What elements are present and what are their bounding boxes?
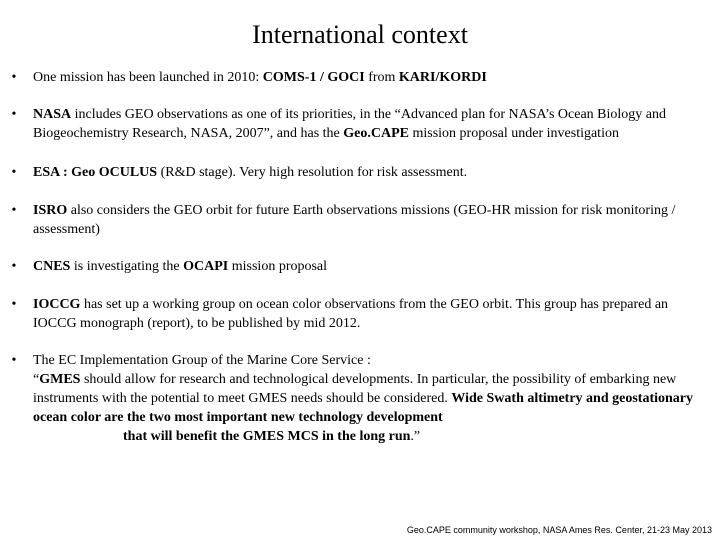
quote-mark: .” <box>410 429 421 444</box>
bullet-item-cnes <box>8 257 708 276</box>
bullet-marker: • <box>11 70 17 85</box>
bullet-list <box>8 68 708 446</box>
bullet-bold: ISRO <box>33 203 68 218</box>
bullet-text: from <box>364 70 399 85</box>
bullet-item-goci <box>8 68 708 87</box>
bullet-marker: • <box>11 165 17 180</box>
quote-mark: “ <box>33 372 40 387</box>
bullet-marker: • <box>11 353 17 368</box>
bullet-marker: • <box>11 203 17 218</box>
bullet-bold: Wide Swath altimetry and geostationary ocean color are the two most important new technology development <box>33 391 693 425</box>
bullet-text: has set up a working group on ocean color observations from the GEO orbit. This group has prepared an IOCCG monograph (report), to be published by mid 2012. <box>33 297 669 331</box>
bullet-bold: ESA : Geo OCULUS <box>33 165 158 180</box>
bullet-text: should allow for research and technological developments. In particular, the possibility of embarking new instruments with the potential to meet GMES needs should be considered. <box>33 372 677 406</box>
bullet-marker: • <box>11 107 17 122</box>
slide-footer: Geo.CAPE community workshop, NASA Ames Res. Center, 21-23 May 2013 <box>406 525 712 535</box>
bullet-bold: that will benefit the GMES MCS in the long run <box>123 429 411 444</box>
bullet-item-nasa <box>8 105 708 143</box>
bullet-bold: IOCCG <box>33 297 81 312</box>
bullet-item-esa <box>8 163 708 182</box>
bullet-text: includes GEO observations as one of its priorities, in the “Advanced plan for NASA’s Ocean Biology and Biogeochemistry Research, NASA, 2007”, and has the <box>33 107 667 141</box>
bullet-text: is investigating the <box>70 259 184 274</box>
bullet-item-ioccg <box>8 295 708 333</box>
bullet-bold: Geo.CAPE <box>343 126 409 141</box>
slide-title: International context <box>252 20 468 49</box>
bullet-text: (R&D stage). Very high resolution for risk assessment. <box>157 165 468 180</box>
bullet-marker: • <box>11 259 17 274</box>
bullet-bold: CNES <box>33 259 71 274</box>
bullet-text: One mission has been launched in 2010: <box>33 70 263 85</box>
bullet-text: mission proposal <box>228 259 328 274</box>
bullet-bold: KARI/KORDI <box>398 70 487 85</box>
bullet-bold: NASA <box>33 107 72 122</box>
bullet-bold: COMS-1 / GOCI <box>262 70 365 85</box>
bullet-marker: • <box>11 297 17 312</box>
bullet-item-isro <box>8 201 708 239</box>
bullet-item-gmes <box>8 351 708 446</box>
bullet-last-line <box>33 427 708 446</box>
bullet-text: The EC Implementation Group of the Marine Core Service : <box>33 353 371 368</box>
bullet-text: also considers the GEO orbit for future Earth observations missions (GEO-HR mission for risk monitoring / assessment) <box>33 203 676 237</box>
bullet-text: mission proposal under investigation <box>408 126 619 141</box>
bullet-bold: GMES <box>39 372 81 387</box>
bullet-bold: OCAPI <box>183 259 229 274</box>
